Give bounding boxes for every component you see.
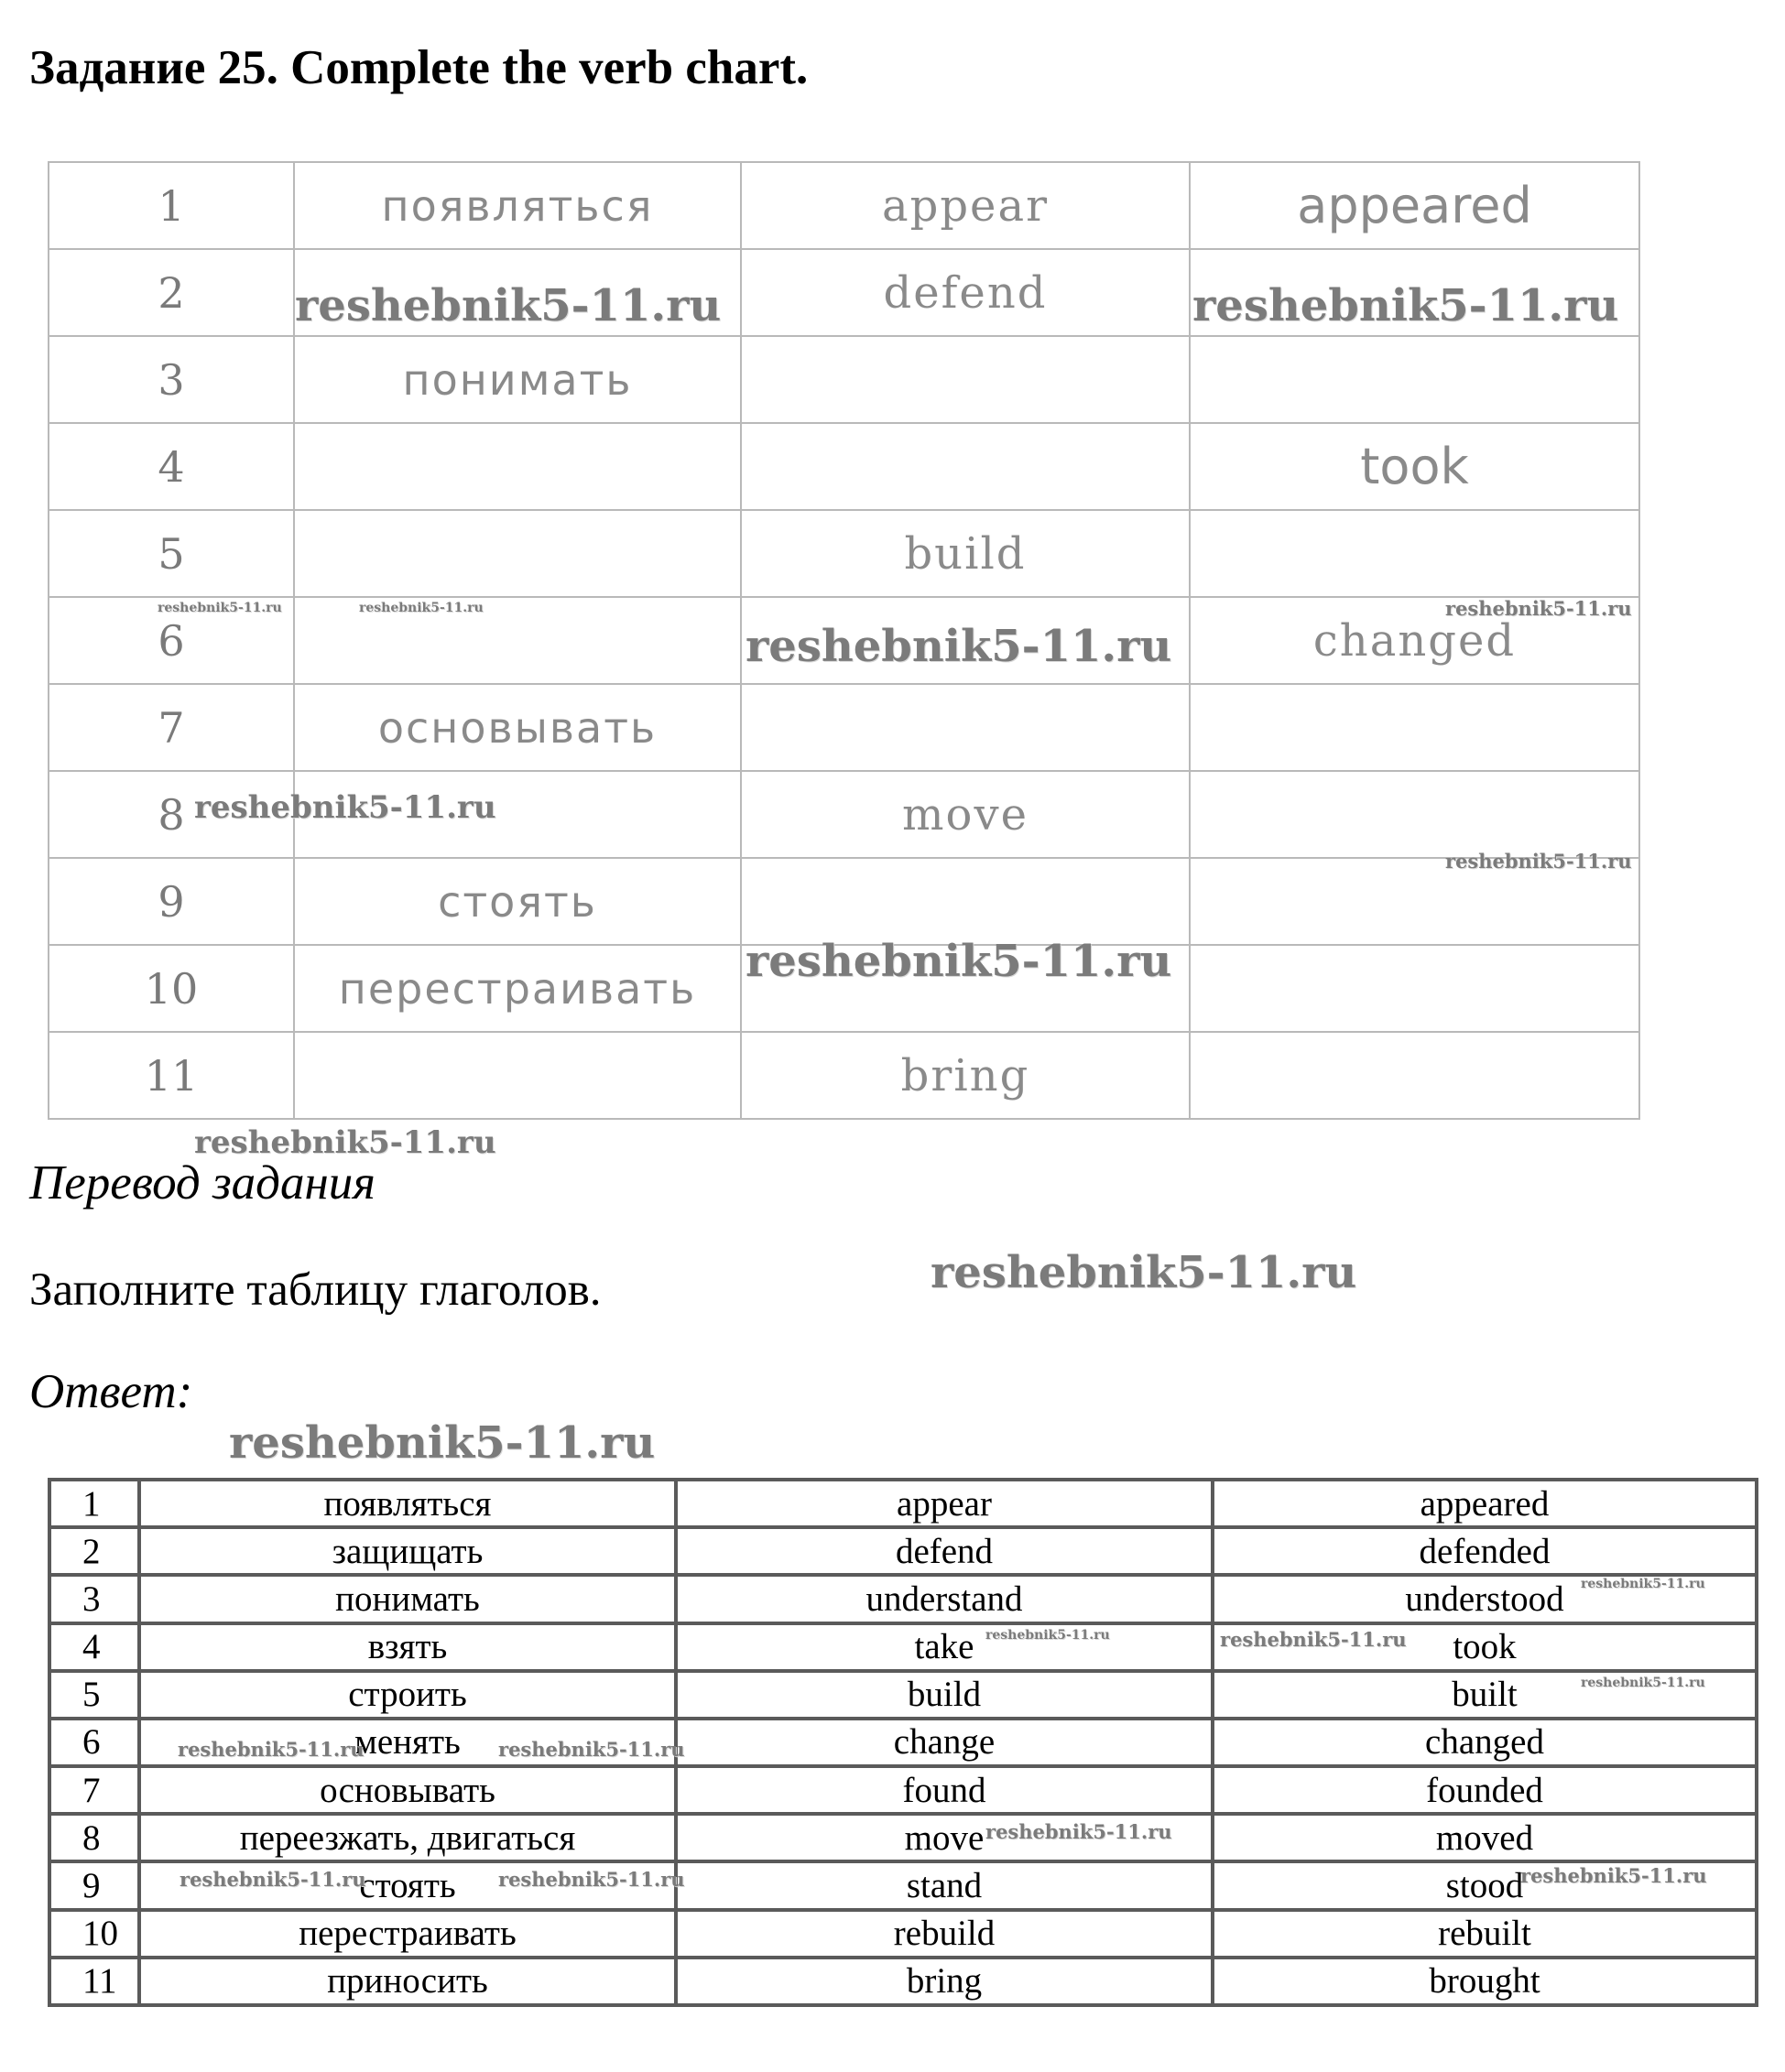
table-row: [49, 1958, 1757, 2005]
russian-verb-cell: перестраивать: [294, 945, 741, 1032]
table-row: [49, 858, 1639, 945]
row-number: 9: [49, 858, 294, 945]
watermark: reshebnik5-11.ru: [1581, 1676, 1705, 1690]
base-form-cell: [741, 336, 1190, 423]
base-form-cell: defend: [741, 249, 1190, 336]
watermark: reshebnik5-11.ru: [746, 621, 1172, 672]
watermark: reshebnik5-11.ru: [229, 1417, 656, 1469]
russian-verb-cell: появляться: [139, 1480, 676, 1527]
russian-verb-cell: появляться: [294, 162, 741, 249]
watermark: reshebnik5-11.ru: [498, 1738, 685, 1761]
russian-verb-cell: менять: [139, 1719, 676, 1766]
watermark: reshebnik5-11.ru: [1445, 597, 1632, 620]
row-number: 1: [49, 162, 294, 249]
russian-verb-cell: защищать: [139, 1527, 676, 1575]
russian-verb-cell: перестраивать: [139, 1910, 676, 1958]
row-number: 6: [49, 597, 294, 684]
base-form-cell: build: [741, 510, 1190, 597]
row-number: 3: [49, 336, 294, 423]
table-row: [49, 1032, 1639, 1119]
past-form-cell: rebuilt: [1213, 1910, 1757, 1958]
base-form-cell: found: [676, 1766, 1213, 1814]
row-number: 4: [49, 423, 294, 510]
past-form-cell: [1190, 771, 1639, 858]
base-form-cell: appear: [741, 162, 1190, 249]
past-form-cell: [1190, 684, 1639, 771]
russian-verb-cell: [294, 510, 741, 597]
page-title: Задание 25. Complete the verb chart.: [29, 41, 809, 94]
past-form-cell: defended: [1213, 1527, 1757, 1575]
past-form-cell: [1190, 945, 1639, 1032]
table-row: [49, 336, 1639, 423]
row-number: 7: [49, 1766, 139, 1814]
past-form-cell: appeared: [1190, 162, 1639, 249]
watermark: reshebnik5-11.ru: [1581, 1577, 1705, 1591]
row-number: 7: [49, 684, 294, 771]
watermark: reshebnik5-11.ru: [180, 1868, 366, 1891]
russian-verb-cell: переезжать, двигаться: [139, 1814, 676, 1861]
base-form-cell: take: [676, 1623, 1213, 1671]
russian-verb-cell: строить: [139, 1671, 676, 1719]
past-form-cell: understood: [1213, 1575, 1757, 1622]
base-form-cell: build: [676, 1671, 1213, 1719]
row-number: 9: [49, 1861, 139, 1909]
base-form-cell: bring: [741, 1032, 1190, 1119]
past-form-cell: changed: [1190, 597, 1639, 684]
translation-text: Заполните таблицу глаголов.: [29, 1264, 602, 1316]
russian-verb-cell: основывать: [139, 1766, 676, 1814]
russian-verb-cell: [294, 423, 741, 510]
row-number: 8: [49, 1814, 139, 1861]
russian-verb-cell: приносить: [139, 1958, 676, 2005]
table-row: [49, 684, 1639, 771]
past-form-cell: built: [1213, 1671, 1757, 1719]
base-form-cell: move: [741, 771, 1190, 858]
base-form-cell: [741, 423, 1190, 510]
watermark: reshebnik5-11.ru: [194, 789, 496, 826]
watermark: reshebnik5-11.ru: [178, 1738, 365, 1761]
row-number: 11: [49, 1032, 294, 1119]
past-form-cell: took: [1190, 423, 1639, 510]
row-number: 3: [49, 1575, 139, 1622]
base-form-cell: move: [676, 1814, 1213, 1861]
russian-verb-cell: взять: [139, 1623, 676, 1671]
base-form-cell: change: [676, 1719, 1213, 1766]
row-number: 1: [49, 1480, 139, 1527]
row-number: 4: [49, 1623, 139, 1671]
past-form-cell: [1190, 336, 1639, 423]
watermark: reshebnik5-11.ru: [985, 1628, 1110, 1643]
past-form-cell: appeared: [1213, 1480, 1757, 1527]
watermark: reshebnik5-11.ru: [158, 601, 282, 615]
watermark: reshebnik5-11.ru: [1192, 280, 1619, 331]
table-row: [49, 1814, 1757, 1861]
row-number: 10: [49, 1910, 139, 1958]
past-form-cell: changed: [1213, 1719, 1757, 1766]
table-row: [49, 1766, 1757, 1814]
watermark: reshebnik5-11.ru: [1445, 850, 1632, 873]
russian-verb-cell: основывать: [294, 684, 741, 771]
watermark: reshebnik5-11.ru: [359, 601, 484, 615]
answer-heading: Ответ:: [29, 1365, 193, 1418]
watermark: reshebnik5-11.ru: [746, 936, 1172, 987]
row-number: 5: [49, 510, 294, 597]
watermark: reshebnik5-11.ru: [295, 280, 722, 331]
row-number: 11: [49, 1958, 139, 2005]
watermark: reshebnik5-11.ru: [194, 1124, 496, 1161]
translation-heading: Перевод задания: [29, 1156, 376, 1210]
watermark: reshebnik5-11.ru: [1220, 1628, 1407, 1651]
past-form-cell: brought: [1213, 1958, 1757, 2005]
past-form-cell: [1190, 1032, 1639, 1119]
watermark: reshebnik5-11.ru: [1520, 1864, 1707, 1887]
past-form-cell: founded: [1213, 1766, 1757, 1814]
past-form-cell: [1190, 510, 1639, 597]
base-form-cell: understand: [676, 1575, 1213, 1622]
base-form-cell: [741, 858, 1190, 945]
base-form-cell: stand: [676, 1861, 1213, 1909]
table-row: [49, 510, 1639, 597]
past-form-cell: took: [1213, 1623, 1757, 1671]
russian-verb-cell: [294, 1032, 741, 1119]
base-form-cell: appear: [676, 1480, 1213, 1527]
table-row: [49, 1623, 1757, 1671]
russian-verb-cell: понимать: [139, 1575, 676, 1622]
base-form-cell: defend: [676, 1527, 1213, 1575]
row-number: 6: [49, 1719, 139, 1766]
past-form-cell: stood: [1213, 1861, 1757, 1909]
row-number: 2: [49, 249, 294, 336]
base-form-cell: [741, 684, 1190, 771]
russian-verb-cell: понимать: [294, 336, 741, 423]
russian-verb-cell: стоять: [139, 1861, 676, 1909]
row-number: 2: [49, 1527, 139, 1575]
row-number: 10: [49, 945, 294, 1032]
base-form-cell: bring: [676, 1958, 1213, 2005]
watermark: reshebnik5-11.ru: [985, 1820, 1172, 1843]
table-row: [49, 1527, 1757, 1575]
base-form-cell: rebuild: [676, 1910, 1213, 1958]
russian-verb-cell: стоять: [294, 858, 741, 945]
table-row: [49, 1575, 1757, 1622]
table-row: [49, 1910, 1757, 1958]
past-form-cell: moved: [1213, 1814, 1757, 1861]
row-number: 8: [49, 771, 294, 858]
table-row: [49, 1671, 1757, 1719]
watermark: reshebnik5-11.ru: [498, 1868, 685, 1891]
table-row: [49, 162, 1639, 249]
table-row: [49, 1480, 1757, 1527]
table-row: [49, 423, 1639, 510]
row-number: 5: [49, 1671, 139, 1719]
watermark: reshebnik5-11.ru: [931, 1247, 1357, 1298]
